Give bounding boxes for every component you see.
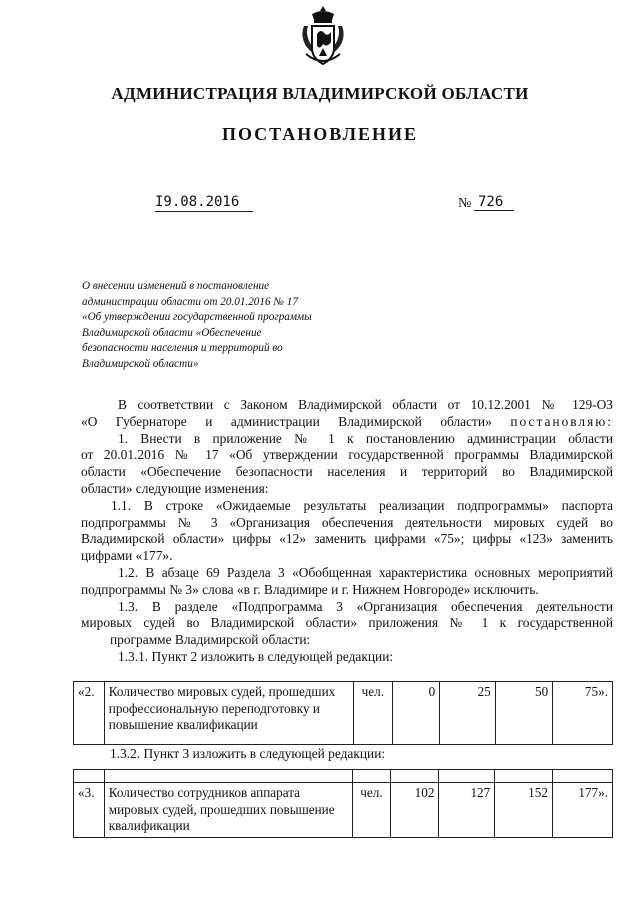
body-line: мировых судей во Владимирской области» приложения № 1 к государственной: [81, 615, 613, 631]
body-line: 1.3. В разделе «Подпрограмма 3 «Организация обеспечения деятельности: [118, 598, 613, 614]
table-row: [74, 783, 613, 838]
subject-line: безопасности населения и территорий во: [82, 342, 283, 355]
table-cell-unit: чел.: [353, 682, 392, 745]
table-cell-value: 75».: [553, 682, 613, 745]
body-line: от 20.01.2016 № 17 «Об утверждении государственной программы Владимирской: [81, 447, 613, 463]
body-line: [81, 414, 613, 431]
table-cell-value: 127: [439, 783, 495, 838]
body-line: области» следующие изменения:: [81, 480, 269, 496]
table-cell-number: [74, 770, 105, 783]
subject-line: «Об утверждении государственной программы: [82, 311, 312, 324]
body-text-spaced: постановляю:: [510, 413, 613, 429]
replacement-table-item-3: [73, 769, 613, 838]
table-cell-unit: [352, 770, 391, 783]
replacement-table-item-2: [73, 681, 613, 745]
body-line: Владимирской области» цифры «12» заменить цифрами «75»; цифры «123» заменить: [81, 531, 613, 547]
table-cell-value: 25: [440, 682, 496, 745]
document-number-label: №: [458, 196, 472, 211]
body-line: 1.2. В абзаце 69 Раздела 3 «Обобщенная характеристика основных мероприятий: [118, 564, 613, 580]
body-line: области «Обеспечение безопасности населения и территорий во Владимирской: [81, 464, 613, 480]
body-line: В соответствии с Законом Владимирской области от 10.12.2001 № 129-ОЗ: [118, 397, 613, 412]
body-text: «О Губернаторе и администрации Владимирской области»: [81, 413, 492, 429]
body-line: 1.3.2. Пункт 3 изложить в следующей редакции:: [110, 746, 386, 761]
organization-title: АДМИНИСТРАЦИЯ ВЛАДИМИРСКОЙ ОБЛАСТИ: [111, 84, 529, 103]
body-line: 1.1. В строке «Ожидаемые результаты реализации подпрограммы» паспорта: [111, 497, 613, 513]
table-cell-indicator: Количество мировых судей, прошедших профессиональную переподготовку и повышение квалификации: [104, 682, 353, 745]
body-line: 1. Внести в приложение № 1 к постановлению администрации области: [118, 430, 613, 446]
subject-line: О внесении изменений в постановление: [82, 280, 270, 292]
table-cell-unit: чел.: [352, 783, 391, 838]
table-cell-number: «2.: [74, 682, 105, 745]
document-number: 726: [474, 194, 514, 211]
subject-line: Владимирской области»: [82, 357, 199, 370]
coat-of-arms-icon: [298, 4, 348, 70]
body-line: 1.3.1. Пункт 2 изложить в следующей редакции:: [118, 648, 394, 664]
subject-line: Владимирской области «Обеспечение: [82, 326, 262, 339]
document-subject: [82, 279, 352, 373]
document-body: [81, 397, 613, 666]
table-row: [74, 682, 613, 745]
table-cell-value: 152: [495, 783, 553, 838]
subject-line: администрации области от 20.01.2016 № 17: [82, 295, 298, 308]
body-line: подпрограммы № 3 «Организация обеспечения деятельности мировых судей во: [81, 514, 613, 530]
body-line: программе Владимирской области:: [110, 632, 311, 648]
table-cell-value: [391, 770, 439, 783]
table-row: [74, 770, 613, 783]
table-cell-indicator: [104, 770, 352, 783]
body-line: подпрограммы № 3» слова «в г. Владимире и г. Нижнем Новгороде» исключить.: [81, 581, 539, 597]
document-date: I9.08.2016: [155, 194, 253, 212]
table-cell-value: 177».: [552, 783, 612, 838]
table-cell-value: 102: [391, 783, 439, 838]
table-cell-value: [439, 770, 495, 783]
table-cell-value: 50: [495, 682, 552, 745]
body-line: цифрами «177».: [81, 548, 173, 564]
table-cell-number: «3.: [74, 783, 105, 838]
table-cell-indicator: Количество сотрудников аппарата мировых судей, прошедших повышение квалификации: [104, 783, 352, 838]
document-type-title: ПОСТАНОВЛЕНИЕ: [221, 124, 419, 144]
table-cell-value: [552, 770, 612, 783]
table-cell-value: 0: [392, 682, 440, 745]
table-cell-value: [495, 770, 553, 783]
